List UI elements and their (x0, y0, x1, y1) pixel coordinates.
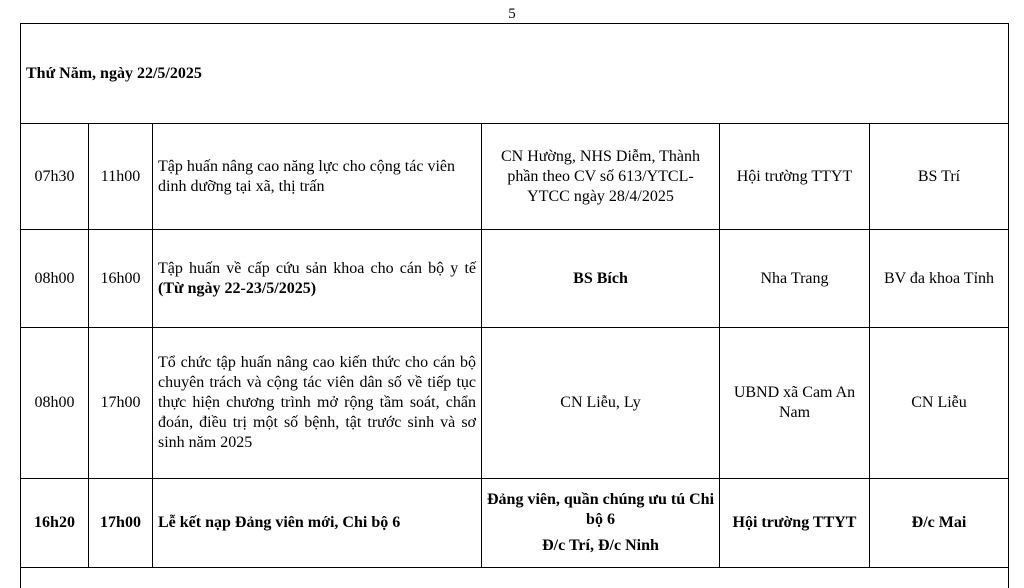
start-time: 08h00 (21, 328, 89, 479)
location: Hội trường TTYT (720, 124, 870, 230)
location: Hội trường TTYT (720, 479, 870, 568)
activity-date-range: (Từ ngày 22-23/5/2025) (158, 280, 316, 297)
participants: CN Hường, NHS Diễm, Thành phần theo CV số 613/YTCL-YTCC ngày 28/4/2025 (482, 124, 720, 230)
next-day-row (21, 568, 1009, 588)
participants: Đảng viên, quần chúng ưu tú Chi bộ 6 Đ/c Trí, Đ/c Ninh (482, 479, 720, 568)
lead: CN Liễu (870, 328, 1009, 479)
location: Nha Trang (720, 230, 870, 328)
participants-secondary: Đ/c Trí, Đ/c Ninh (542, 537, 659, 554)
day-header: Thứ Năm, ngày 22/5/2025 (21, 24, 1009, 124)
table-row (21, 124, 1009, 230)
table-row-partial (21, 568, 1009, 588)
location: UBND xã Cam An Nam (720, 328, 870, 479)
activity-content: Tập huấn về cấp cứu sản khoa cho cán bộ y tế (Từ ngày 22-23/5/2025) (153, 230, 482, 328)
end-time: 17h00 (89, 479, 153, 568)
start-time: 08h00 (21, 230, 89, 328)
schedule-table (20, 23, 1009, 588)
table-row (21, 230, 1009, 328)
participants: CN Liễu, Ly (482, 328, 720, 479)
lead: BV đa khoa Tỉnh (870, 230, 1009, 328)
end-time: 11h00 (89, 124, 153, 230)
lead: Đ/c Mai (870, 479, 1009, 568)
start-time: 16h20 (21, 479, 89, 568)
start-time: 07h30 (21, 124, 89, 230)
page-number: 5 (0, 6, 1024, 23)
table-row (21, 479, 1009, 568)
activity-content: Tổ chức tập huấn nâng cao kiến thức cho cán bộ chuyên trách và cộng tác viên dân số về tiếp tục thực hiện chương trình mở rộng tầm soát, chẩn đoán, điều trị một số bệnh, tật trước sinh và sơ sinh năm 2025 (153, 328, 482, 479)
day-header-row (21, 24, 1009, 124)
end-time: 17h00 (89, 328, 153, 479)
lead: BS Trí (870, 124, 1009, 230)
activity-content: Lễ kết nạp Đảng viên mới, Chi bộ 6 (153, 479, 482, 568)
end-time: 16h00 (89, 230, 153, 328)
participants: BS Bích (482, 230, 720, 328)
activity-content: Tập huấn nâng cao năng lực cho cộng tác viên dinh dưỡng tại xã, thị trấn (153, 124, 482, 230)
table-row (21, 328, 1009, 479)
